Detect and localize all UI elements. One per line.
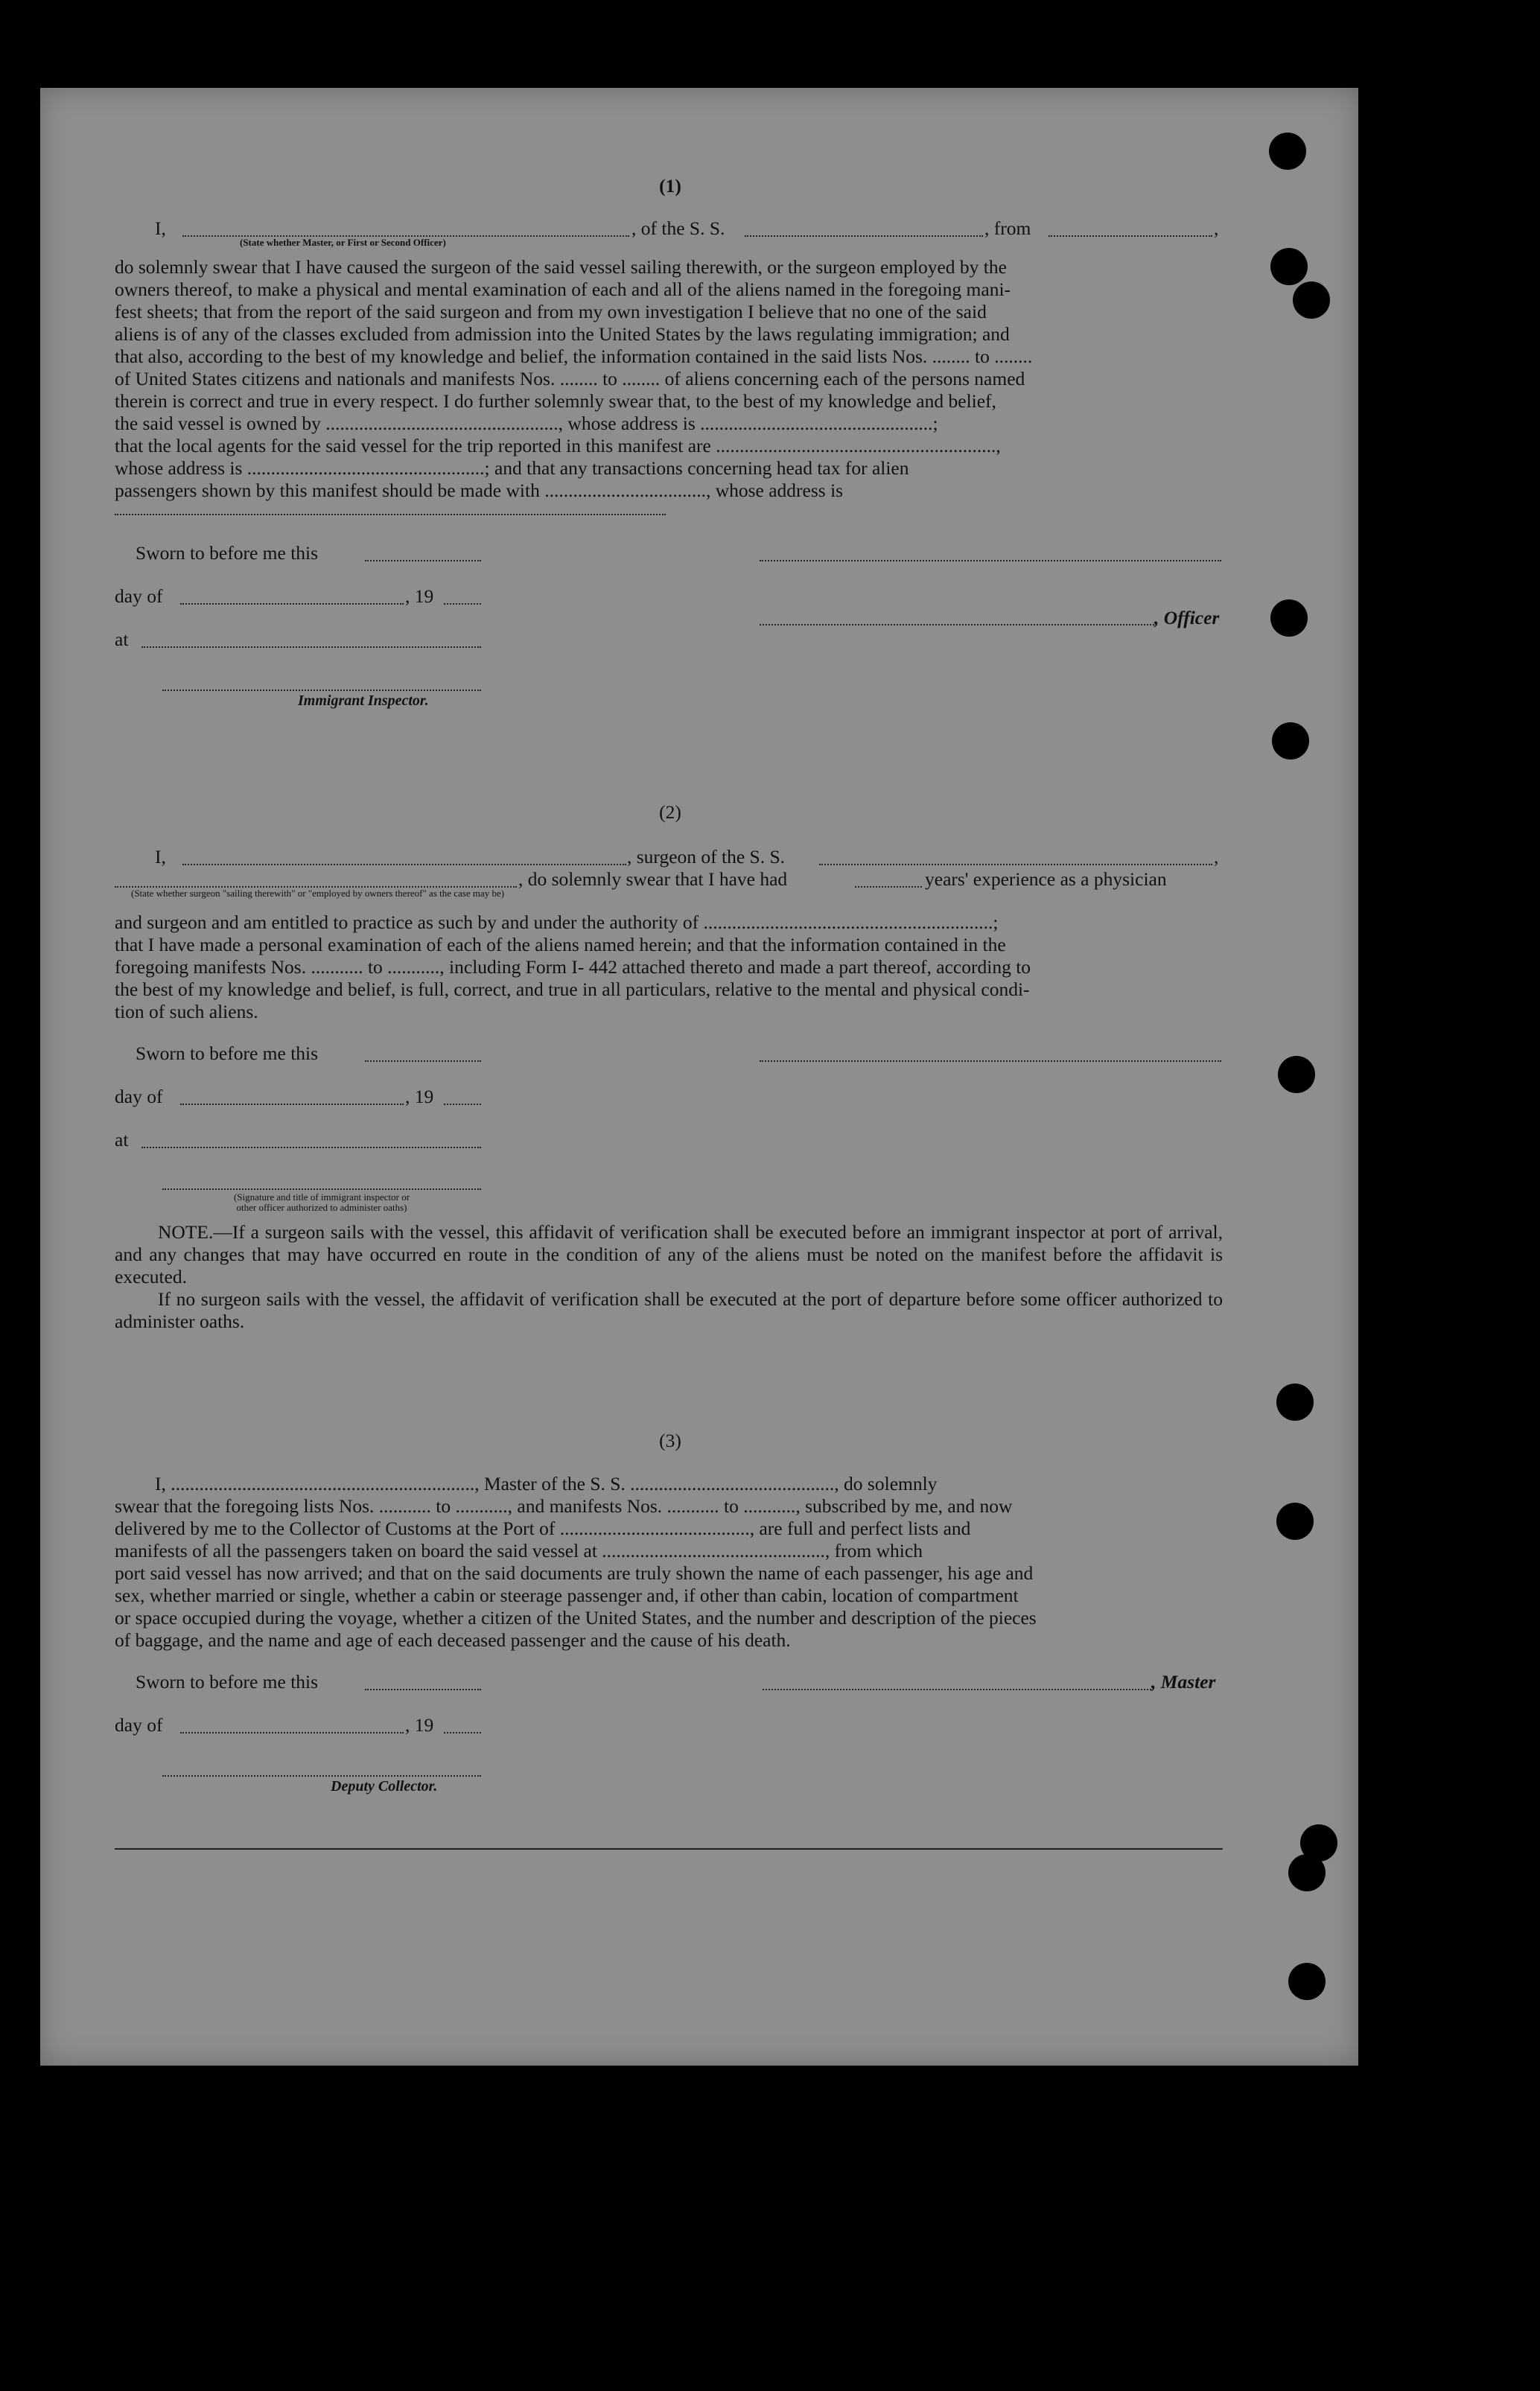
section3-day-of: day of [115,1714,163,1736]
body-line: that also, according to the best of my knowledge and belief, the information contained in the said lists Nos. ........ to ........ [115,346,1033,367]
signature-note-2: other officer authorized to administer oaths) [236,1202,407,1213]
master-signature-line [763,1689,1151,1690]
surgeon-signature-line [760,1060,1221,1062]
blank-line [365,1060,481,1062]
punch-hole [1269,133,1306,170]
punch-hole [1276,1503,1314,1540]
officer-signature-line [760,560,1221,561]
section3-year: , 19 [405,1714,434,1736]
blank-line [444,1732,481,1733]
blank-line [819,864,1212,865]
section1-line1-ss: , of the S. S. [631,217,725,239]
body-line: fest sheets; that from the report of the said surgeon and from my own investigation I believe that no one of the said [115,301,987,322]
section2-line2-b: years' experience as a physician [925,868,1167,890]
section3-sworn: Sworn to before me this [136,1671,319,1693]
body-line: that I have made a personal examination of each of the aliens named herein; and that the information contained in the [115,934,1006,955]
note-text-2: If no surgeon sails with the vessel, the affidavit of verification shall be executed at the port of departure before some officer authorized to administer oaths. [115,1288,1223,1332]
section2-at: at [115,1129,129,1150]
section2-sworn: Sworn to before me this [136,1042,319,1064]
blank-line [141,1147,481,1148]
body-line: whose address is ..................................................; and that any transactions concerning head tax for alien [115,457,909,479]
punch-hole [1288,1963,1326,2000]
note-text: —If a surgeon sails with the vessel, this affidavit of verification shall be executed before an immigrant inspector at port of arrival, and any changes that may have occurred en route in the condition of any of the aliens must be noted on the manifest before the affidavit is executed. [115,1221,1223,1287]
body-line: therein is correct and true in every respect. I do further solemnly swear that, to the best of my knowledge and belief, [115,390,996,412]
section3-body [115,1473,1223,1652]
blank-line [855,886,922,888]
section2-note [115,1221,1223,1333]
section3-collector: Deputy Collector. [331,1778,438,1795]
blank-line [1049,235,1212,237]
body-line: swear that the foregoing lists Nos. ........... to ..........., and manifests Nos. ........... to ..........., subscribed by me, and now [115,1495,1013,1517]
note-label: NOTE. [158,1221,214,1243]
punch-hole [1288,1854,1326,1891]
section2-day-of: day of [115,1086,163,1107]
body-line: of United States citizens and nationals and manifests Nos. ........ to ........ of aliens concerning each of the persons named [115,368,1025,389]
body-line: the best of my knowledge and belief, is full, correct, and true in all particulars, relative to the mental and physical condi- [115,978,1030,1000]
blank-line [180,1104,404,1105]
section2-year: , 19 [405,1086,434,1107]
body-line: aliens is of any of the classes excluded from admission into the United States by the laws regulating immigration; and [115,323,1010,345]
section1-number: (1) [659,175,681,197]
blank-line [444,1104,481,1105]
section2-line1-i: I, [155,846,166,867]
body-line: port said vessel has now arrived; and that on the said documents are truly shown the name of each passenger, his age and [115,1562,1034,1584]
section2-line2-note: (State whether surgeon "sailing therewith" or "employed by owners thereof" as the case may be) [131,888,505,899]
section1-year: , 19 [405,585,434,607]
body-line: manifests of all the passengers taken on board the said vessel at ..............................................., from which [115,1540,923,1561]
body-line: the said vessel is owned by ................................................., whose address is .................................................; [115,413,938,434]
body-line: delivered by me to the Collector of Customs at the Port of ........................................, are full and perfect lists and [115,1518,971,1539]
body-line: tion of such aliens. [115,1001,258,1022]
body-line: passengers shown by this manifest should be made with .................................., whose address is [115,480,844,501]
blank-line [365,560,481,561]
section2-body [115,911,1223,1023]
section1-line1-end: , [1214,217,1219,239]
blank-line [180,603,404,605]
section1-officer: , Officer [1154,607,1220,628]
section1-body [115,256,1223,502]
officer-line [760,624,1154,625]
section2-line1-ss: , surgeon of the S. S. [627,846,786,867]
section1-line1-from: , from [984,217,1031,239]
body-line: I, ................................................................, Master of the S. S. ..........................................., do solemnly [155,1473,938,1494]
divider [115,1848,1223,1850]
section3-master: , Master [1151,1671,1216,1693]
section2-line1-end: , [1214,846,1219,867]
punch-hole [1270,599,1308,637]
blank-line [115,514,666,515]
signature-note-1: (Signature and title of immigrant inspector or [233,1191,410,1203]
section1-sworn: Sworn to before me this [136,542,319,564]
blank-line [180,1732,404,1733]
body-line: owners thereof, to make a physical and mental examination of each and all of the aliens named in the foregoing mani- [115,278,1011,300]
body-line: sex, whether married or single, whether a cabin or steerage passenger and, if other than cabin, location of compartment [115,1585,1019,1606]
punch-hole [1278,1056,1315,1093]
punch-hole [1272,722,1309,760]
section1-line1-i: I, [155,217,166,239]
signature-line [162,1188,481,1190]
body-line: and surgeon and am entitled to practice as such by and under the authority of .............................................................; [115,911,999,933]
body-line: of baggage, and the name and age of each deceased passenger and the cause of his death. [115,1629,791,1651]
body-line: do solemnly swear that I have caused the surgeon of the said vessel sailing therewith, or the surgeon employed by the [115,256,1007,278]
blank-line [745,235,983,237]
blank-line [365,1689,481,1690]
section1-at: at [115,628,129,650]
section1-inspector: Immigrant Inspector. [298,693,429,709]
section1-line1-note: (State whether Master, or First or Second Officer) [240,237,446,248]
body-line: foregoing manifests Nos. ........... to ..........., including Form I- 442 attached thereto and made a part thereof, according to [115,956,1031,978]
section3-number: (3) [659,1430,681,1451]
body-line: that the local agents for the said vessel for the trip reported in this manifest are ..........................................................., [115,435,1001,456]
section2-number: (2) [659,801,681,823]
punch-hole [1293,281,1330,319]
blank-line [141,646,481,648]
section1-day-of: day of [115,585,163,607]
body-line: or space occupied during the voyage, whether a citizen of the United States, and the number and description of the pieces [115,1607,1037,1629]
punch-hole [1270,248,1308,285]
section2-line2-a: , do solemnly swear that I have had [518,868,788,890]
blank-line [444,603,481,605]
blank-line [182,864,626,865]
punch-hole [1276,1384,1314,1421]
